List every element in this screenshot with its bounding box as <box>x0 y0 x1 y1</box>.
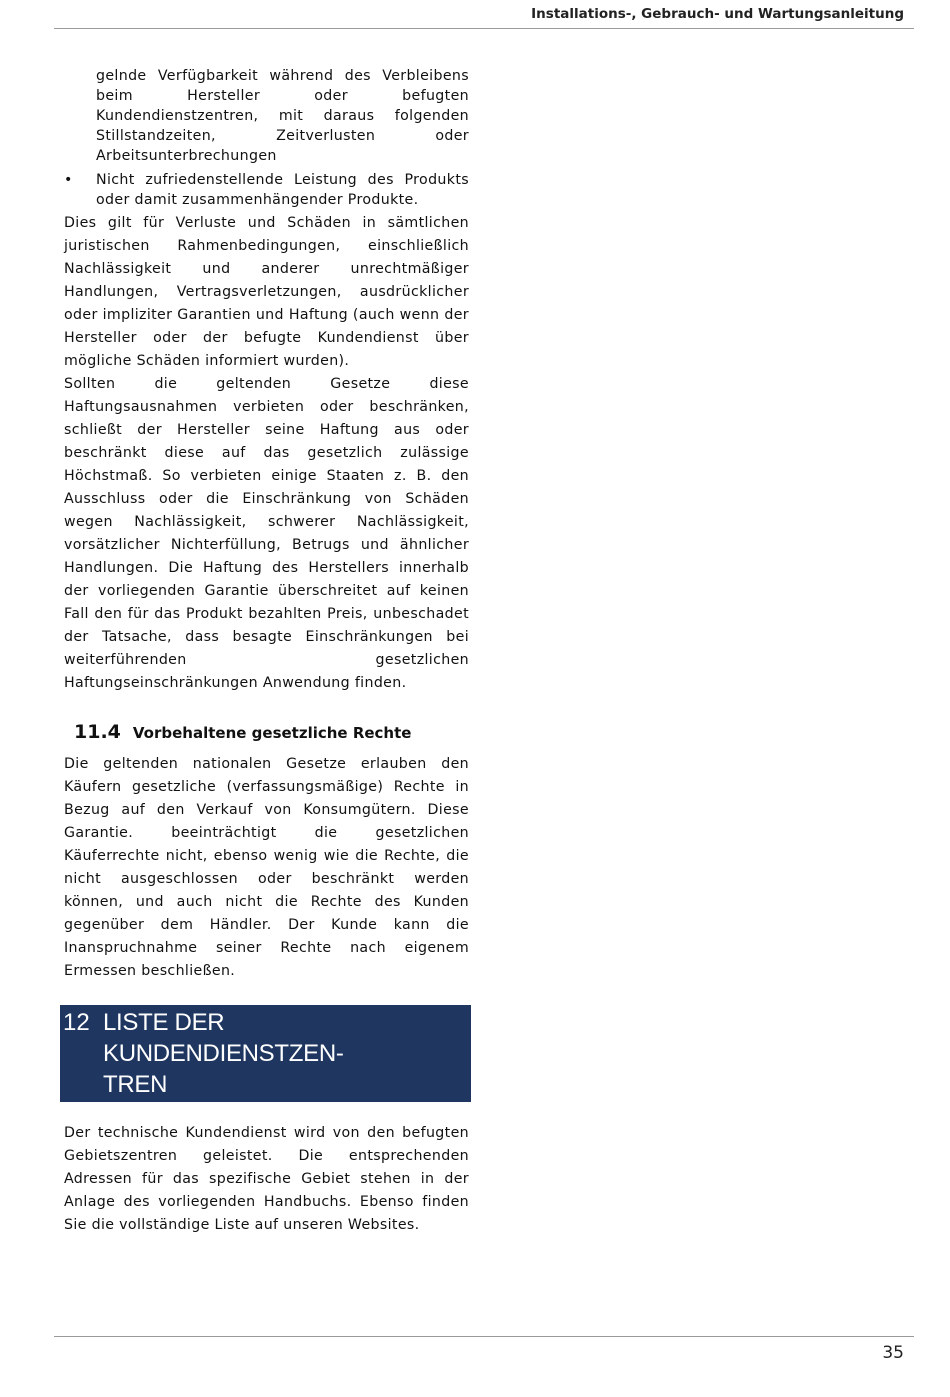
section-title: Vorbehaltene gesetzliche Rechte <box>132 724 412 742</box>
list-item-continuation: gelnde Verfügbarkeit während des Verbleibens beim Hersteller oder befugten Kundendienstzentren, mit daraus folgenden Stillstandzeiten, Zeitverlusten oder Arbeitsunterbrechungen <box>96 68 469 164</box>
list-item-text: Nicht zufriedenstellende Leistung des Produkts oder damit zusammenhängender Produkte. <box>96 172 469 208</box>
chapter-title-line-2: TREN <box>103 1071 168 1098</box>
chapter-number: 12 <box>63 1009 90 1036</box>
list-item <box>64 170 469 210</box>
chapter-title-line-1: LISTE DER KUNDENDIENSTZEN- <box>103 1009 344 1067</box>
section-number: 11.4 <box>74 721 121 743</box>
bullet-icon: • <box>64 172 73 188</box>
header-rule <box>54 28 914 29</box>
chapter-heading-12 <box>60 1005 471 1102</box>
paragraph-statutory-rights: Die geltenden nationalen Gesetze erlauben den Käufern gesetzliche (verfassungsmäßige) Rechte in Bezug auf den Verkauf von Konsumgütern. Diese Garantie. beeinträchtigt die gesetzlichen Käuferrechte nicht, ebenso wenig wie die Rechte, die nicht ausgeschlossen oder beschränkt werden können, und auch nicht die Rechte des Kunden gegenüber dem Händler. Der Kunde kann die Inanspruchnahme seiner Rechte nach eigenem Ermessen beschließen. <box>64 756 469 979</box>
paragraph-liability: Sollten die geltenden Gesetze diese Haftungsausnahmen verbieten oder beschränken, schließt der Hersteller seine Haftung aus oder beschränkt diese auf das gesetzlich zulässige Höchstmaß. So verbieten einige Staaten z. B. den Ausschluss oder die Einschränkung von Schäden wegen Nachlässigkeit, schwerer Nachlässigkeit, vorsätzlicher Nichterfüllung, Betrugs und ähnlicher Handlungen. Die Haftung des Herstellers innerhalb der vorliegenden Garantie überschreitet auf keinen Fall den für das Produkt bezahlten Preis, unbeschadet der Tatsache, dass besagte Einschränkungen bei weiterführenden gesetzlichen Haftungseinschränkungen Anwendung finden. <box>64 376 469 691</box>
chapter-title <box>103 1007 471 1100</box>
section-heading-11-4 <box>74 721 469 743</box>
text-column <box>64 64 469 1237</box>
paragraph-losses: Dies gilt für Verluste und Schäden in sämtlichen juristischen Rahmenbedingungen, einschließlich Nachlässigkeit und anderer unrechtmäßiger Handlungen, Vertragsverletzungen, ausdrücklicher oder impliziter Garantien und Haftung (auch wenn der Hersteller oder der befugte Kundendienst über mögliche Schäden informiert wurden). <box>64 215 469 369</box>
page-number: 35 <box>882 1343 904 1363</box>
footer-rule <box>54 1336 914 1337</box>
running-header: Installations-, Gebrauch- und Wartungsanleitung <box>531 6 904 22</box>
paragraph-service-centers: Der technische Kundendienst wird von den befugten Gebietszentren geleistet. Die entsprechenden Adressen für das spezifische Gebiet stehen in der Anlage des vorliegenden Handbuchs. Ebenso finden Sie die vollständige Liste auf unseren Websites. <box>64 1125 469 1233</box>
